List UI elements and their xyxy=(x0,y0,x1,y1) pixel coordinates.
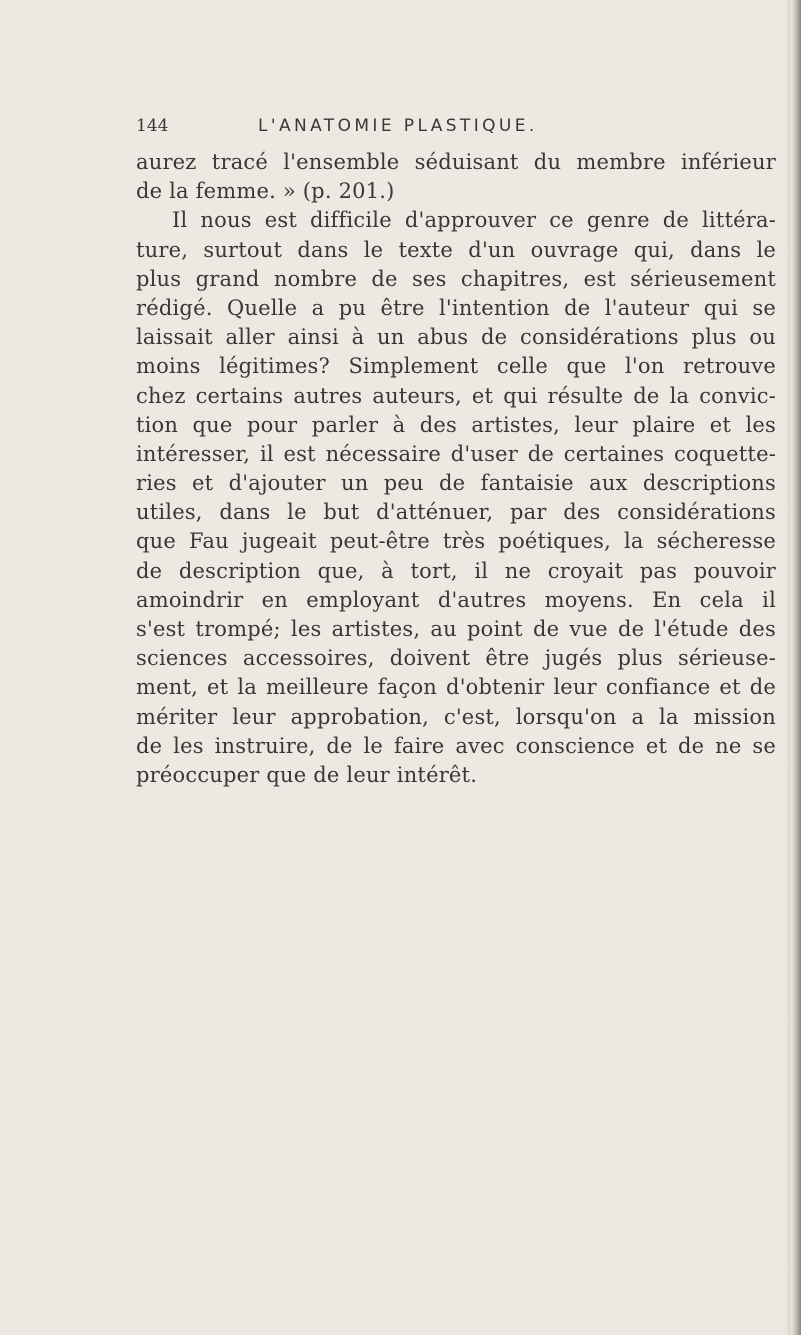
text-line: mériter leur approbation, c'est, lorsqu'on a la mission xyxy=(136,704,776,729)
text-line: utiles, dans le but d'atténuer, par des considérations xyxy=(136,500,776,525)
text-line: rédigé. Quelle a pu être l'intention de l'auteur qui se xyxy=(136,295,776,320)
text-line: de les instruire, de le faire avec conscience et de ne se xyxy=(136,733,776,758)
text-line: laissait aller ainsi à un abus de considérations plus ou xyxy=(136,325,776,350)
text-line: amoindrir en employant d'autres moyens. En cela il xyxy=(136,587,776,612)
text-line: aurez tracé l'ensemble séduisant du membre inférieur xyxy=(136,150,776,174)
text-line: ture, surtout dans le texte d'un ouvrage qui, dans le xyxy=(136,237,776,262)
text-line: ries et d'ajouter un peu de fantaisie aux descriptions xyxy=(136,471,776,496)
text-line: intéresser, il est nécessaire d'user de certaines coquette- xyxy=(136,441,776,466)
text-line: de description que, à tort, il ne croyait pas pouvoir xyxy=(136,558,776,583)
text-line: sciences accessoires, doivent être jugés plus sérieuse- xyxy=(136,646,776,671)
page-number: 144 xyxy=(136,116,169,136)
page-edge xyxy=(791,0,801,1335)
text-line: préoccuper que de leur intérêt. xyxy=(136,762,478,787)
running-title: L'ANATOMIE PLASTIQUE. xyxy=(258,116,538,136)
text-line: plus grand nombre de ses chapitres, est sérieusement xyxy=(136,266,776,291)
text-line: que Fau jugeait peut-être très poétiques, la sécheresse xyxy=(136,529,776,554)
text-line: tion que pour parler à des artistes, leur plaire et les xyxy=(136,412,776,437)
body-text xyxy=(136,148,776,790)
text-line: s'est trompé; les artistes, au point de vue de l'étude des xyxy=(136,617,776,641)
text-line: Il nous est difficile d'approuver ce genre de littéra- xyxy=(172,208,776,233)
text-line: ment, et la meilleure façon d'obtenir leur confiance et de xyxy=(136,675,776,700)
text-line: moins légitimes? Simplement celle que l'on retrouve xyxy=(136,354,776,379)
running-head xyxy=(136,111,776,141)
text-line: chez certains autres auteurs, et qui résulte de la convic- xyxy=(136,383,776,408)
text-line: de la femme. » (p. 201.) xyxy=(136,179,395,204)
